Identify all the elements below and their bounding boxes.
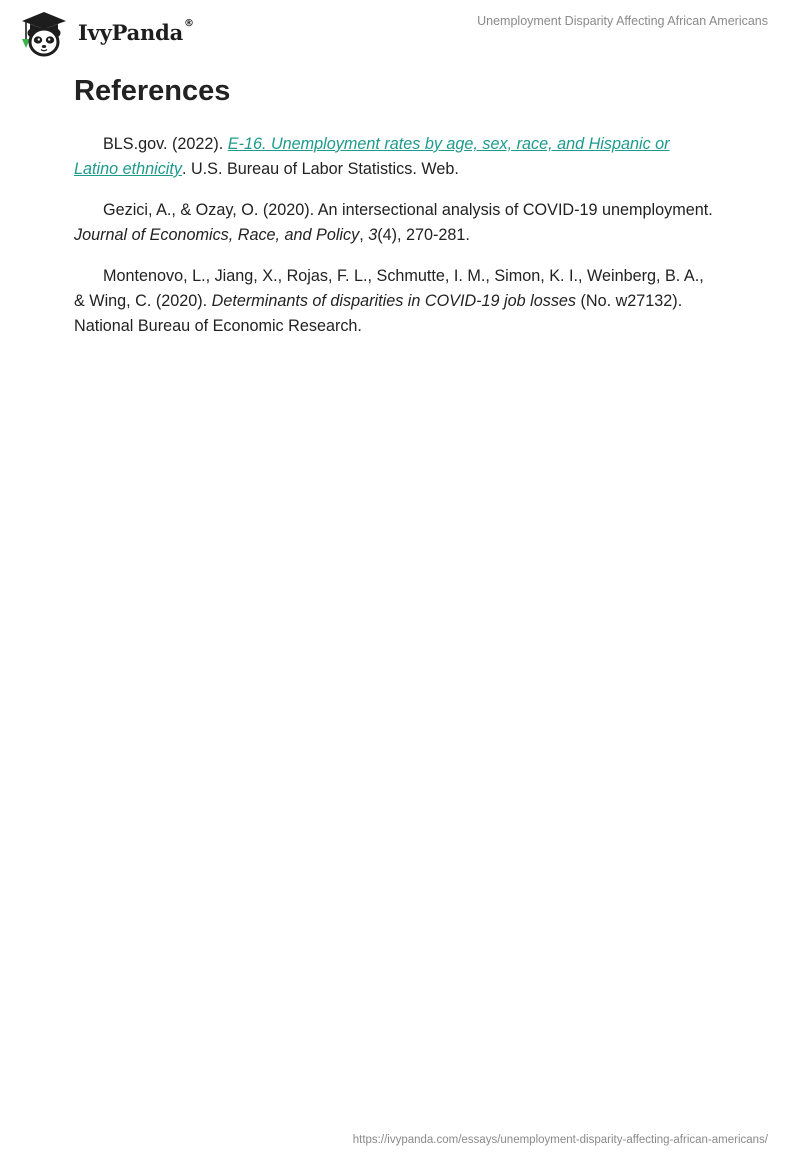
reference-suffix: (No. w27132). National Bureau of Economic Research. bbox=[74, 292, 683, 335]
reference-item bbox=[74, 264, 714, 339]
registered-mark: ® bbox=[184, 17, 194, 29]
reference-title: Determinants of disparities in COVID-19 job losses bbox=[211, 292, 577, 310]
reference-prefix: BLS.gov. (2022). bbox=[103, 135, 228, 153]
reference-separator: , bbox=[359, 226, 369, 244]
main-content bbox=[74, 70, 714, 355]
reference-item bbox=[74, 198, 714, 248]
reference-item bbox=[74, 132, 714, 182]
page-header bbox=[0, 0, 800, 60]
ivypanda-logo[interactable] bbox=[14, 8, 194, 58]
running-title: Unemployment Disparity Affecting African Americans bbox=[477, 14, 768, 28]
brand-name bbox=[78, 17, 194, 45]
reference-journal: Journal of Economics, Race, and Policy bbox=[74, 226, 360, 244]
page-title: References bbox=[74, 75, 231, 107]
reference-suffix: . U.S. Bureau of Labor Statistics. Web. bbox=[182, 160, 459, 178]
brand-name-text: IvyPanda bbox=[78, 19, 184, 45]
reference-link[interactable]: E-16. Unemployment rates by age, sex, race, and Hispanic or Latino ethnicity bbox=[74, 135, 670, 178]
panda-graduate-icon bbox=[14, 8, 74, 58]
reference-prefix: Gezici, A., & Ozay, O. (2020). An intersectional analysis of COVID-19 unemployment. bbox=[103, 201, 713, 219]
reference-prefix: Montenovo, L., Jiang, X., Rojas, F. L., Schmutte, I. M., Simon, K. I., Weinberg, B. A., & Wing, C. (2020). bbox=[74, 267, 704, 310]
reference-suffix: (4), 270-281. bbox=[377, 226, 470, 244]
footer-url[interactable]: https://ivypanda.com/essays/unemployment-disparity-affecting-african-americans/ bbox=[352, 1134, 768, 1146]
reference-volume: 3 bbox=[368, 226, 378, 244]
